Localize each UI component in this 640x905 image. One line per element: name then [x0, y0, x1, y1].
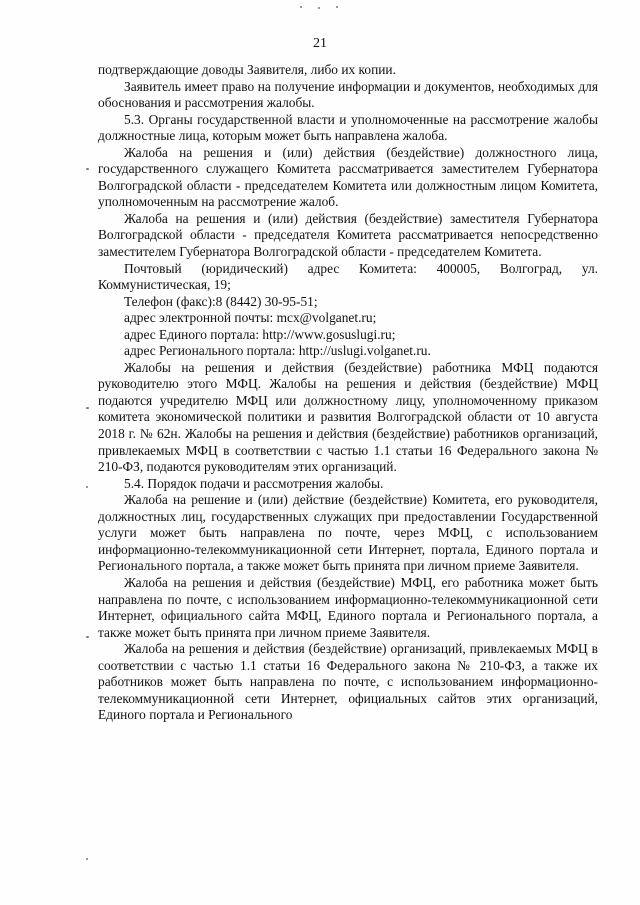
scan-speck [86, 168, 89, 170]
scan-speck [86, 486, 88, 488]
paragraph: Жалоба на решения и действия (бездействие) МФЦ, его работника может быть направлена по почте, с использованием информационно-телекоммуникационной сети Интернет, официального сайта МФЦ, Единого портала и Регионального портала, а также может быть принята при личном приеме Заявителя. [98, 574, 598, 640]
paragraph: адрес Единого портала: http://www.gosuslugi.ru; [124, 326, 396, 342]
paragraph: Заявитель имеет право на получение информации и документов, необходимых для обоснования и рассмотрения жалобы. [98, 78, 598, 111]
paragraph: Жалоба на решения и (или) действия (бездействие) должностного лица, государственного служащего Комитета рассматривается заместителем Губернатора Волгоградской области - председателем Комитета или должностным лицом Комитета, уполномоченным на рассмотрение жалоб. [98, 144, 598, 210]
paragraph: Почтовый (юридический) адрес Комитета: 400005, Волгоград, ул. Коммунистическая, 19; [98, 260, 598, 293]
body-text [98, 62, 598, 724]
paragraph: адрес Регионального портала: http://uslugi.volganet.ru. [124, 343, 431, 359]
paragraph: Жалоба на решения и действия (бездействие) организаций, привлекаемых МФЦ в соответствии с частью 1.1 статьи 16 Федерального закона № 210-ФЗ, а также их работников может быть направлена по почте, с использованием информационно-телекоммуникационной сети Интернет, официальных сайтов этих организаций, Единого портала и Регионального [98, 641, 598, 723]
scan-speck [86, 858, 88, 860]
paragraph: подтверждающие доводы Заявителя, либо их копии. [98, 62, 396, 77]
paragraph: 5.4. Порядок подачи и рассмотрения жалобы. [124, 475, 384, 491]
paragraph: Телефон (факс):8 (8442) 30-95-51; [124, 293, 318, 309]
paragraph: Жалоба на решение и (или) действие (бездействие) Комитета, его руководителя, должностных лиц, государственных служащих при предоставлении Государственной услуги может быть направлена по почте, через МФЦ, с использованием информационно-телекоммуникационной сети Интернет, портала, Единого портала и Регионального портала, а также может быть принята при личном приеме Заявителя. [98, 492, 598, 574]
scan-speck [86, 636, 89, 638]
scan-speck [300, 6, 302, 8]
paragraph: адрес электронной почты: mcx@volganet.ru; [124, 310, 377, 326]
scan-speck [86, 407, 89, 409]
paragraph: Жалобы на решения и действия (бездействие) работника МФЦ подаются руководителю этого МФЦ. Жалобы на решения и действия (бездействие) МФЦ подаются учредителю МФЦ или должностному лицу, уполномоченному приказом комитета экономической политики и развития Волгоградской области от 10 августа 2018 г. № 62н. Жалобы на решения и действия (бездействие) работников организаций, привлекаемых МФЦ в соответствии с частью 1.1 статьи 16 Федерального закона № 210-ФЗ, подаются руководителям этих организаций. [98, 359, 598, 475]
scan-speck [336, 6, 338, 8]
scan-speck [318, 7, 320, 9]
paragraph: Жалоба на решения и (или) действия (бездействие) заместителя Губернатора Волгоградской области - председателя Комитета рассматривается непосредственно заместителем Губернатора Волгоградской области - председателем Комитета. [98, 210, 598, 260]
paragraph: 5.3. Органы государственной власти и уполномоченные на рассмотрение жалобы должностные лица, которым может быть направлена жалоба. [98, 111, 598, 144]
page-number: 21 [313, 36, 327, 51]
